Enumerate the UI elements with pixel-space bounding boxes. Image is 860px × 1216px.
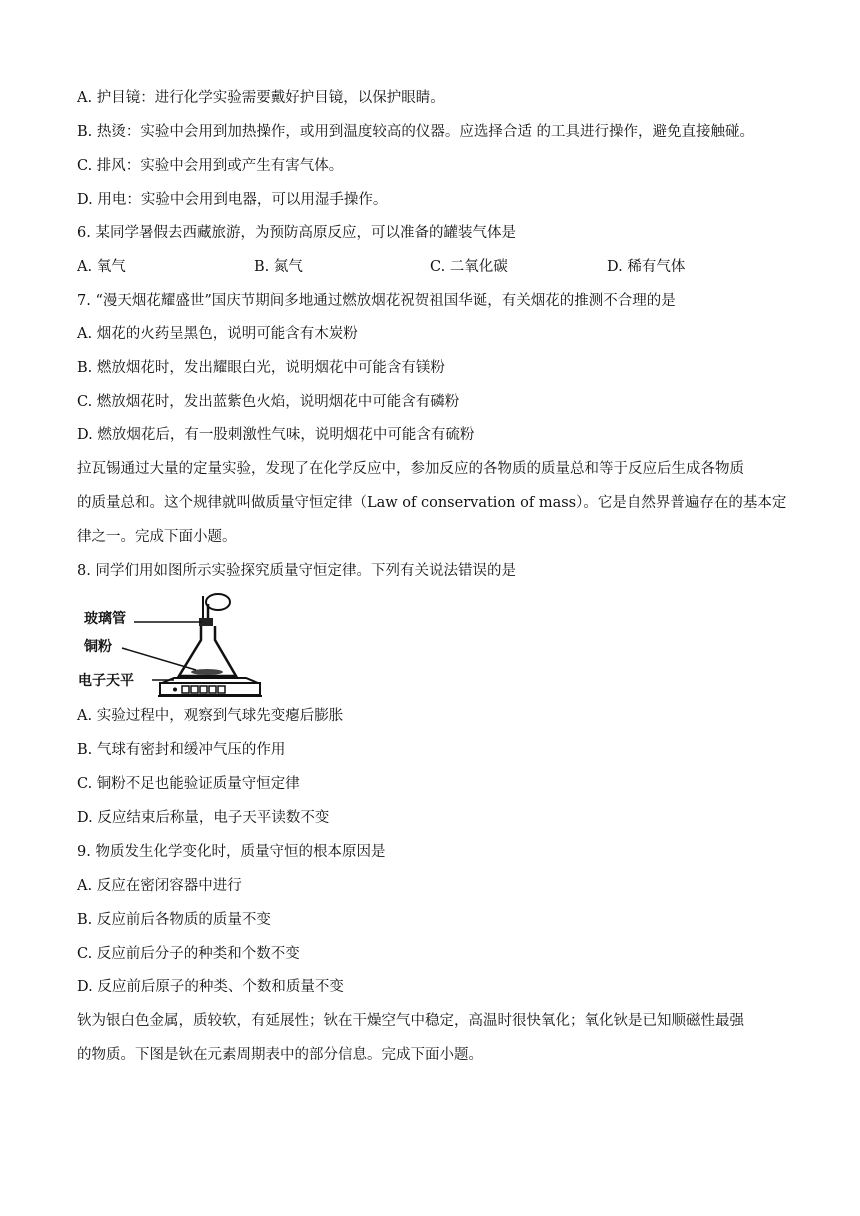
q8-option-d: D. 反应结束后称量，电子天平读数不变 — [77, 810, 330, 826]
label-electronic-balance: 电子天平 — [78, 673, 134, 689]
q7-stem: 7. “漫天烟花耀盛世”国庆节期间多地通过燃放烟花祝贺祖国华诞，有关烟花的推测不合理的是 — [77, 293, 676, 309]
q8-experiment-figure — [78, 590, 268, 700]
q6-stem: 6. 某同学暑假去西藏旅游，为预防高原反应，可以准备的罐装气体是 — [77, 225, 516, 241]
q6-option-a: A. 氧气 — [77, 259, 126, 275]
q8-option-c: C. 铜粉不足也能验证质量守恒定律 — [77, 776, 300, 792]
q8-stem: 8. 同学们用如图所示实验探究质量守恒定律。下列有关说法错误的是 — [77, 563, 516, 579]
q9-stem: 9. 物质发生化学变化时，质量守恒的根本原因是 — [77, 844, 386, 860]
q6-option-b: B. 氮气 — [254, 259, 303, 275]
q7-option-c: C. 燃放烟花时，发出蓝紫色火焰，说明烟花中可能含有磷粉 — [77, 394, 460, 410]
passage1-line1: 拉瓦锡通过大量的定量实验，发现了在化学反应中，参加反应的各物质的质量总和等于反应后生成各物质 — [77, 461, 744, 477]
passage1-line2: 的质量总和。这个规律就叫做质量守恒定律（Law of conservation of mass）。它是自然界普遍存在的基本定 — [77, 495, 787, 511]
label-glass-tube: 玻璃管 — [84, 611, 126, 627]
q7-option-a: A. 烟花的火药呈黑色，说明可能含有木炭粉 — [77, 326, 358, 342]
q5-option-c: C. 排风：实验中会用到或产生有害气体。 — [77, 158, 344, 174]
q9-option-c: C. 反应前后分子的种类和个数不变 — [77, 946, 300, 962]
q8-option-a: A. 实验过程中，观察到气球先变瘪后膨胀 — [77, 708, 344, 724]
passage2-line1: 钬为银白色金属，质较软，有延展性；钬在干燥空气中稳定，高温时很快氧化；氧化钬是已知顺磁性最强 — [77, 1013, 744, 1029]
q9-option-d: D. 反应前后原子的种类、个数和质量不变 — [77, 979, 344, 995]
label-copper-powder: 铜粉 — [84, 639, 112, 655]
q6-option-d: D. 稀有气体 — [607, 259, 686, 275]
flask-shape — [179, 626, 236, 676]
q7-option-d: D. 燃放烟花后，有一股刺激性气味，说明烟花中可能含有硫粉 — [77, 427, 475, 443]
passage1-line3: 律之一。完成下面小题。 — [77, 529, 237, 545]
q6-option-c: C. 二氧化碳 — [430, 259, 508, 275]
q8-option-b: B. 气球有密封和缓冲气压的作用 — [77, 742, 286, 758]
q5-option-b: B. 热烫：实验中会用到加热操作，或用到温度较高的仪器。应选择合适 的工具进行操作，避免直接触碰。 — [77, 124, 754, 140]
balloon-shape — [206, 594, 230, 610]
q7-option-b: B. 燃放烟花时，发出耀眼白光，说明烟花中可能含有镁粉 — [77, 360, 445, 376]
q5-option-d: D. 用电：实验中会用到电器，可以用湿手操作。 — [77, 192, 388, 208]
passage2-line2: 的物质。下图是钬在元素周期表中的部分信息。完成下面小题。 — [77, 1047, 483, 1063]
q9-option-b: B. 反应前后各物质的质量不变 — [77, 912, 271, 928]
q5-option-a: A. 护目镜：进行化学实验需要戴好护目镜，以保护眼睛。 — [77, 90, 445, 106]
q9-option-a: A. 反应在密闭容器中进行 — [77, 878, 242, 894]
